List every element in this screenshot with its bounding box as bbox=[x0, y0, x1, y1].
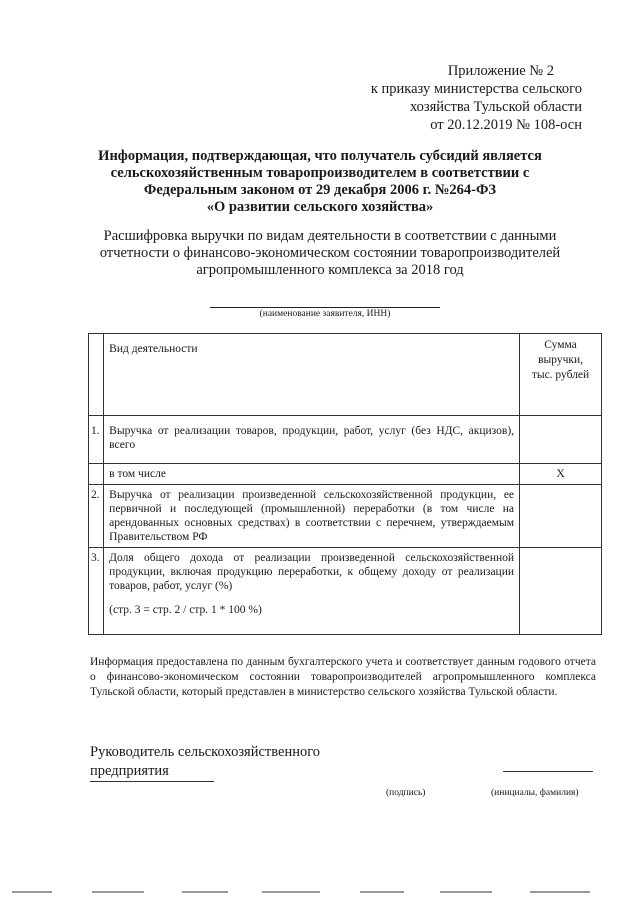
header-sum-cell bbox=[520, 334, 602, 416]
row-sum-cell[interactable] bbox=[520, 485, 602, 548]
row-sum-cell[interactable] bbox=[520, 548, 602, 635]
name-caption: (инициалы, фамилия) bbox=[491, 788, 579, 798]
header-sum-line-2: выручки, bbox=[538, 354, 583, 366]
appendix-title: Приложение № 2 bbox=[447, 63, 554, 79]
signature-caption: (подпись) bbox=[386, 788, 426, 798]
table-row bbox=[89, 548, 602, 635]
row-number bbox=[89, 464, 104, 485]
info-paragraph: Информация предоставлена по данным бухгалтерского учета и соответствует данным годового отчета о финансово-экономическом состоянии товаропроизводителей агропромышленного комплекса Тульской области, который представлен в министерство сельского хозяйства Тульской области. bbox=[90, 656, 596, 698]
appendix-header bbox=[322, 62, 582, 134]
signature-line-right bbox=[503, 771, 593, 772]
revenue-table bbox=[88, 333, 602, 635]
subtitle-line-1: Расшифровка выручки по видам деятельности в соответствии с данными bbox=[103, 228, 557, 244]
scan-edge-artifact bbox=[0, 889, 640, 895]
table-row bbox=[89, 464, 602, 485]
title-line-3: Федеральным законом от 29 декабря 2006 г. №264-ФЗ bbox=[143, 182, 497, 198]
header-sum-line-3: тыс. рублей bbox=[531, 369, 590, 381]
row-number: 2. bbox=[89, 485, 104, 548]
subtitle-line-2: отчетности о финансово-экономическом состоянии товаропроизводителей bbox=[99, 245, 561, 261]
header-activity-cell: Вид деятельности bbox=[104, 334, 520, 416]
row-activity-text: в том числе bbox=[104, 464, 520, 485]
appendix-line-1: к приказу министерства сельского bbox=[370, 81, 582, 97]
table-row bbox=[89, 416, 602, 464]
head-label bbox=[90, 743, 320, 781]
row-number: 1. bbox=[89, 416, 104, 464]
row-activity-text: Выручка от реализации произведенной сельскохозяйственной продукции, ее первичной и последующей (промышленной) переработки (в том числе на арендованных основных средствах) в соответствии с перечнем, утверждаемым Правительством РФ bbox=[104, 485, 520, 548]
document-subtitle bbox=[70, 228, 590, 279]
head-label-line-2: предприятия bbox=[90, 763, 169, 779]
title-line-4: «О развитии сельского хозяйства» bbox=[206, 199, 434, 215]
row-sum-cell: X bbox=[520, 464, 602, 485]
applicant-caption: (наименование заявителя, ИНН) bbox=[259, 309, 391, 319]
row-activity-cell bbox=[104, 548, 520, 635]
row-sum-cell[interactable] bbox=[520, 416, 602, 464]
signature-line-left bbox=[90, 781, 214, 782]
table-header-row bbox=[89, 334, 602, 416]
subtitle-line-3: агропромышленного комплекса за 2018 год bbox=[196, 262, 464, 278]
row-activity-text: Доля общего дохода от реализации произведенной сельскохозяйственной продукции, включая продукцию переработки, к общему доходу от реализации товаров, работ, услуг (%) bbox=[109, 552, 515, 592]
appendix-line-2: хозяйства Тульской области bbox=[409, 99, 582, 115]
head-label-line-1: Руководитель сельскохозяйственного bbox=[90, 744, 321, 760]
row-formula: (стр. 3 = стр. 2 / стр. 1 * 100 %) bbox=[109, 604, 262, 616]
table-row bbox=[89, 485, 602, 548]
appendix-line-3: от 20.12.2019 № 108-осн bbox=[430, 117, 582, 133]
row-number: 3. bbox=[89, 548, 104, 635]
row-activity-text: Выручка от реализации товаров, продукции, работ, услуг (без НДС, акцизов), всего bbox=[104, 416, 520, 464]
header-sum-line-1: Сумма bbox=[544, 339, 577, 351]
title-line-2: сельскохозяйственным товаропроизводителем в соответствии с bbox=[110, 165, 530, 181]
title-line-1: Информация, подтверждающая, что получатель субсидий является bbox=[98, 148, 542, 164]
applicant-fill-line bbox=[210, 307, 440, 308]
header-num-cell bbox=[89, 334, 104, 416]
document-title bbox=[60, 148, 580, 216]
